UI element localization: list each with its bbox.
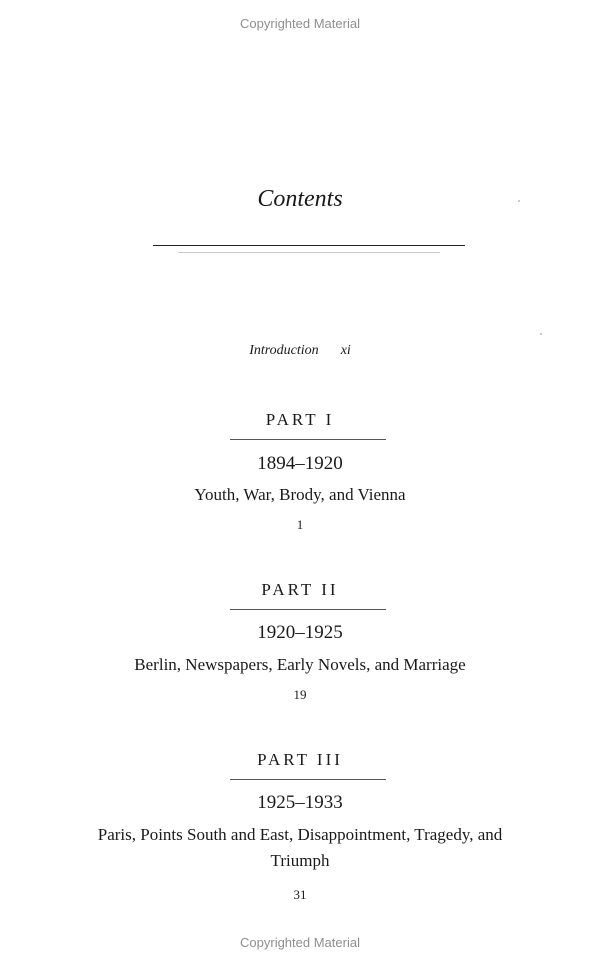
part-3-page-number: 31 xyxy=(293,887,307,902)
part-3-description[interactable]: Paris, Points South and East, Disappointment, Tragedy, and Triumph xyxy=(97,825,503,870)
introduction-entry[interactable] xyxy=(0,343,600,359)
part-2-label: PART II xyxy=(261,580,339,599)
part-1-page-number: 1 xyxy=(296,517,304,532)
part-1-years: 1894–1920 xyxy=(257,453,343,474)
part-3-label: PART III xyxy=(257,750,343,769)
introduction-label: Introduction xyxy=(249,343,319,358)
title-rule-shadow xyxy=(178,252,440,253)
part-2-description[interactable]: Berlin, Newspapers, Early Novels, and Marriage xyxy=(134,655,466,674)
part-2-rule xyxy=(230,609,386,610)
title-rule xyxy=(153,245,465,246)
part-1-label: PART I xyxy=(265,410,335,429)
copyright-watermark-bottom: Copyrighted Material xyxy=(240,935,360,950)
part-1-description[interactable]: Youth, War, Brody, and Vienna xyxy=(194,485,406,504)
part-3-years: 1925–1933 xyxy=(257,792,343,813)
contents-title: Contents xyxy=(257,186,343,212)
scan-speck xyxy=(540,333,542,335)
part-2-years: 1920–1925 xyxy=(257,622,343,643)
introduction-page-number: xi xyxy=(340,343,351,358)
copyright-watermark-top: Copyrighted Material xyxy=(240,16,360,31)
part-1-rule xyxy=(230,439,386,440)
scan-speck xyxy=(518,200,520,202)
part-2-page-number: 19 xyxy=(293,687,307,702)
part-3-rule xyxy=(230,779,386,780)
